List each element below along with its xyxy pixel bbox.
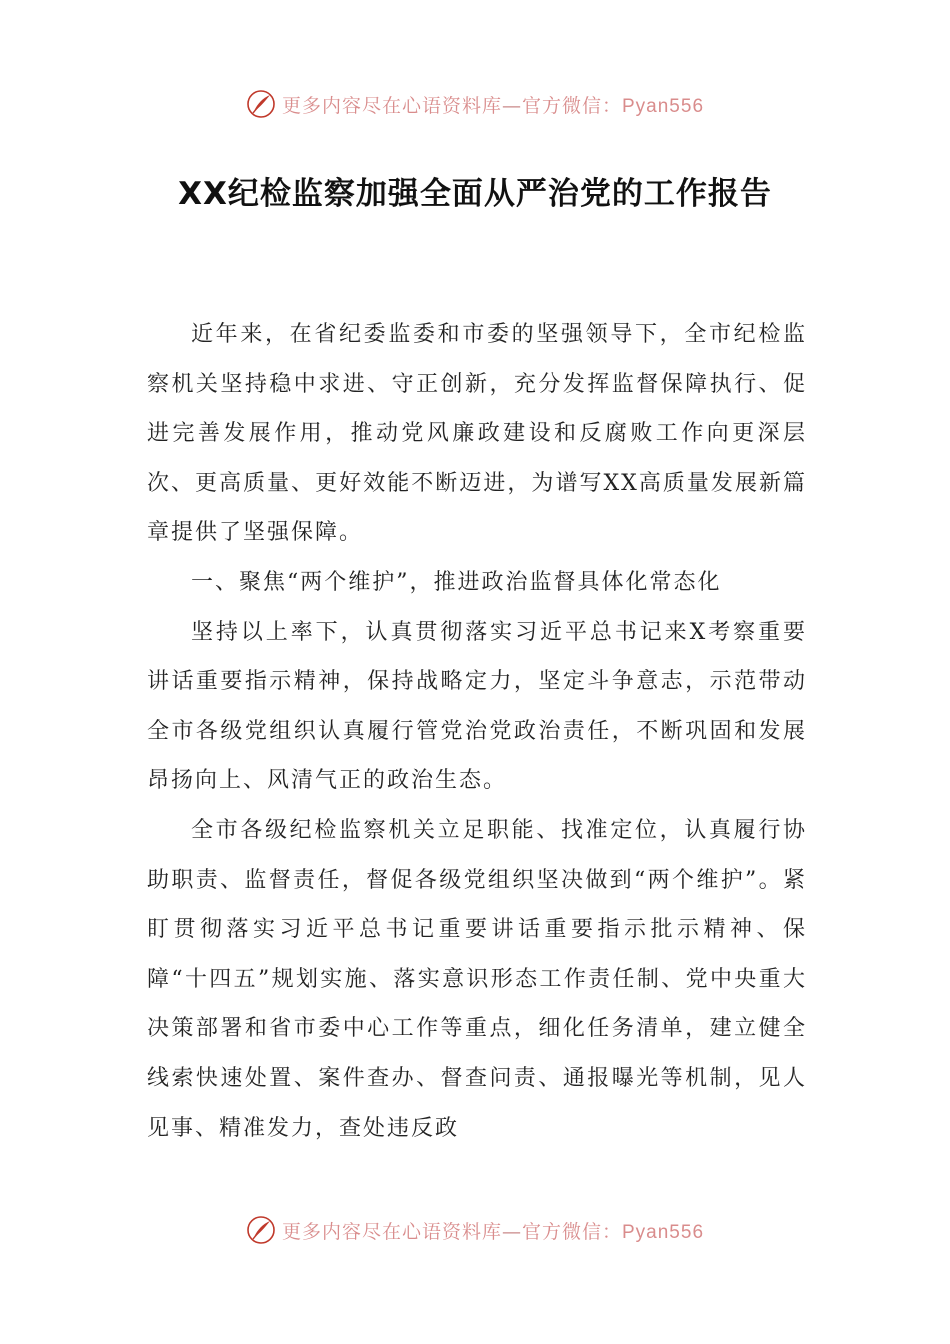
paragraph-2: 坚持以上率下，认真贯彻落实习近平总书记来X考察重要讲话重要指示精神，保持战略定力，坚定斗争意志，示范带动全市各级党组织认真履行管党治党政治责任，不断巩固和发展昂扬向上、风清气正的政治生态。 xyxy=(147,619,807,794)
document-title: XX纪检监察加强全面从严治党的工作报告 xyxy=(178,176,772,212)
paragraph-intro: 近年来，在省纪委监委和市委的坚强领导下，全市纪检监察机关坚持稳中求进、守正创新，充分发挥监督保障执行、促进完善发展作用，推动党风廉政建设和反腐败工作向更深层次、更高质量、更好效能不断迈进，为谱写XX高质量发展新篇章提供了坚强保障。 xyxy=(147,322,807,546)
quill-logo-icon xyxy=(246,89,276,119)
footer-watermark-banner xyxy=(0,1210,950,1250)
watermark-text: 更多内容尽在心语资料库—官方微信：Pyan556 xyxy=(281,1220,705,1243)
watermark-text: 更多内容尽在心语资料库—官方微信：Pyan556 xyxy=(281,94,705,117)
quill-logo-icon xyxy=(246,1215,276,1245)
header-watermark-banner xyxy=(0,84,950,124)
section-heading-1: 一、聚焦“两个维护”，推进政治监督具体化常态化 xyxy=(191,569,722,595)
document-body xyxy=(147,310,807,1153)
paragraph-3: 全市各级纪检监察机关立足职能、找准定位，认真履行协助职责、监督责任，督促各级党组织坚决做到“两个维护”。紧盯贯彻落实习近平总书记重要讲话重要指示批示精神、保障“十四五”规划实施、落实意识形态工作责任制、党中央重大决策部署和省市委中心工作等重点，细化任务清单，建立健全线索快速处置、案件查办、督查问责、通报曝光等机制，见人见事、精准发力，查处违反政 xyxy=(147,817,807,1141)
